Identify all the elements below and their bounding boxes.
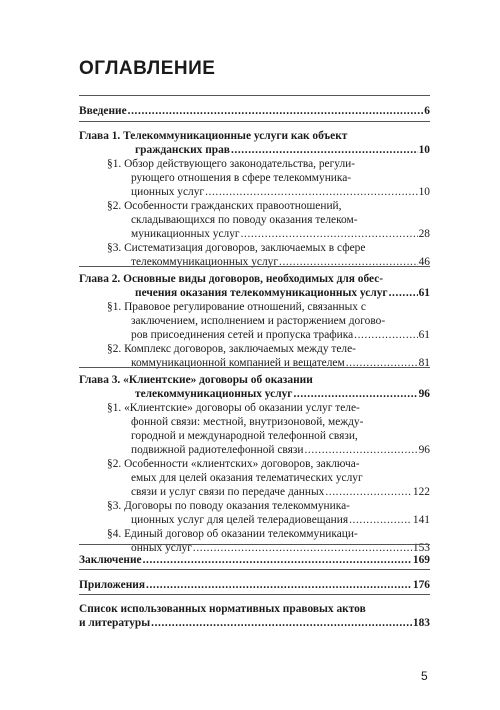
toc-entry[interactable] <box>135 387 430 401</box>
toc-entry[interactable] <box>131 227 430 241</box>
rule-after-conclusion <box>79 569 430 570</box>
dot-leader <box>293 387 417 401</box>
toc-entry-title: городной и международной телефонной связи, <box>131 430 358 442</box>
dot-leader <box>143 553 412 567</box>
toc-entry-page: 6 <box>424 105 430 117</box>
toc-entry-continuation <box>107 401 430 415</box>
toc-entry-title: Глава 2. Основные виды договоров, необходимых для обес- <box>79 273 384 285</box>
toc-entry-continuation <box>107 199 430 213</box>
toc-entry-page: 169 <box>412 554 430 566</box>
rule-after-chapter-2 <box>79 367 430 368</box>
toc-entry[interactable] <box>131 443 430 457</box>
rule-after-intro <box>79 121 430 122</box>
toc-entry-page: 81 <box>418 357 430 369</box>
top-divider <box>79 95 430 96</box>
toc-entry-continuation <box>107 457 430 471</box>
toc-entry-title: Глава 3. «Клиентские» договоры об оказании <box>79 374 313 386</box>
toc-entry-title: Введение <box>79 105 127 117</box>
toc-entry-title: коммуникационной компанией и вещателем <box>131 357 345 369</box>
toc-entry-continuation <box>131 415 430 429</box>
dot-leader <box>151 616 412 630</box>
toc-entry-page: 46 <box>418 256 430 268</box>
toc-entry-title: ров присоединения сетей и пропуска трафика <box>131 329 354 341</box>
toc-entry-title: §1. Правовое регулирование отношений, связанных с <box>107 301 366 313</box>
toc-entry-title: Список использованных нормативных правовых актов <box>79 603 366 615</box>
toc-entry-title: заключением, исполнением и расторжением догово- <box>131 315 386 327</box>
toc-entry-title: телекоммуникационных услуг <box>131 256 279 268</box>
toc-entry-continuation <box>107 300 430 314</box>
toc-entry-page: 183 <box>412 617 430 629</box>
toc-entry-title: и литературы <box>79 617 151 629</box>
dot-leader <box>146 578 412 592</box>
toc-entry-page: 141 <box>412 514 430 526</box>
toc-entry-page: 10 <box>418 186 430 198</box>
toc-entry-title: телекоммуникационных услуг <box>135 388 293 400</box>
rule-after-chapter-1 <box>79 266 430 267</box>
toc-entry[interactable] <box>135 143 430 157</box>
toc-entry-continuation <box>131 213 430 227</box>
toc-entry-title: §3. Договоры по поводу оказания телекоммуника- <box>107 500 350 512</box>
dot-leader <box>349 513 412 527</box>
toc-entry-title: емых для целей оказания телематических услуг <box>131 472 363 484</box>
toc-entry-continuation <box>131 314 430 328</box>
toc-entry-page: 96 <box>418 444 430 456</box>
toc-entry[interactable] <box>135 286 430 300</box>
toc-entry-continuation <box>131 171 430 185</box>
toc-entry-page: 10 <box>418 144 430 156</box>
rule-after-appendices <box>79 594 430 595</box>
toc-entry-title: §4. Единый договор об оказании телекоммуникаци- <box>107 528 358 540</box>
toc-entry-continuation <box>79 272 430 286</box>
toc-entry-continuation <box>107 157 430 171</box>
toc-entry-page: 122 <box>412 486 430 498</box>
dot-leader <box>241 227 418 241</box>
dot-leader <box>325 485 412 499</box>
toc-entry-title: §2. Комплекс договоров, заключаемых между теле- <box>107 343 356 355</box>
page-number: 5 <box>421 669 428 683</box>
toc-entry-title: муникационных услуг <box>131 228 240 240</box>
toc-entry-title: гражданских прав <box>135 144 230 156</box>
toc-entry-continuation <box>107 499 430 513</box>
toc-entry-title: ционных услуг для целей телерадиовещания <box>131 514 349 526</box>
toc-entry[interactable] <box>131 513 430 527</box>
page-title: ОГЛАВЛЕНИЕ <box>79 58 216 79</box>
toc-entry[interactable] <box>79 578 430 592</box>
toc-entry-title: печения оказания телекоммуникационных услуг <box>135 287 388 299</box>
toc-entry-continuation <box>107 241 430 255</box>
rule-after-chapter-3 <box>79 544 430 545</box>
dot-leader <box>389 286 418 300</box>
dot-leader <box>128 104 424 118</box>
toc-entry-page: 153 <box>412 542 430 554</box>
toc-entry[interactable] <box>79 616 430 630</box>
toc-entry-title: рующего отношения в сфере телекоммуника- <box>131 172 352 184</box>
toc-entry-continuation <box>79 602 430 616</box>
dot-leader <box>231 143 418 157</box>
toc-entry-continuation <box>131 471 430 485</box>
toc-entry-title: §2. Особенности гражданских правоотношений, <box>107 200 342 212</box>
toc-entry-title: §1. Обзор действующего законодательства, регули- <box>107 158 356 170</box>
toc-entry-continuation <box>79 129 430 143</box>
toc-entry-title: складывающихся по поводу оказания телеком- <box>131 214 358 226</box>
toc-entry-title: Глава 1. Телекоммуникационные услуги как объект <box>79 130 348 142</box>
toc-entry[interactable] <box>131 485 430 499</box>
toc-entry-page: 96 <box>418 388 430 400</box>
toc-entry-title: подвижной радиотелефонной связи <box>131 444 304 456</box>
toc-entry-continuation <box>107 342 430 356</box>
toc-entry-title: Заключение <box>79 554 142 566</box>
toc-entry-title: ционных услуг <box>131 186 205 198</box>
toc-entry-page: 61 <box>418 329 430 341</box>
toc-entry-continuation <box>131 429 430 443</box>
dot-leader <box>304 443 417 457</box>
toc-entry-page: 61 <box>418 287 430 299</box>
toc-entry-title: фонной связи: местной, внутризоновой, между- <box>131 416 364 428</box>
toc-entry-page: 28 <box>418 228 430 240</box>
toc-entry[interactable] <box>79 553 430 567</box>
dot-leader <box>205 185 418 199</box>
toc-entry-page: 176 <box>412 579 430 591</box>
toc-entry-title: §2. Особенности «клиентских» договоров, заключа- <box>107 458 360 470</box>
toc-entry-title: §3. Систематизация договоров, заключаемых в сфере <box>107 242 366 254</box>
toc-entry-continuation <box>79 373 430 387</box>
toc-entry-title: онных услуг <box>131 542 192 554</box>
toc-entry[interactable] <box>131 328 430 342</box>
dot-leader <box>354 328 417 342</box>
toc-entry-continuation <box>107 527 430 541</box>
toc-entry-title: §1. «Клиентские» договоры об оказании услуг теле- <box>107 402 360 414</box>
toc-entry[interactable] <box>131 185 430 199</box>
toc-entry-title: Приложения <box>79 579 146 591</box>
toc-entry-title: связи и услуг связи по передаче данных <box>131 486 325 498</box>
toc-entry[interactable] <box>79 104 430 118</box>
